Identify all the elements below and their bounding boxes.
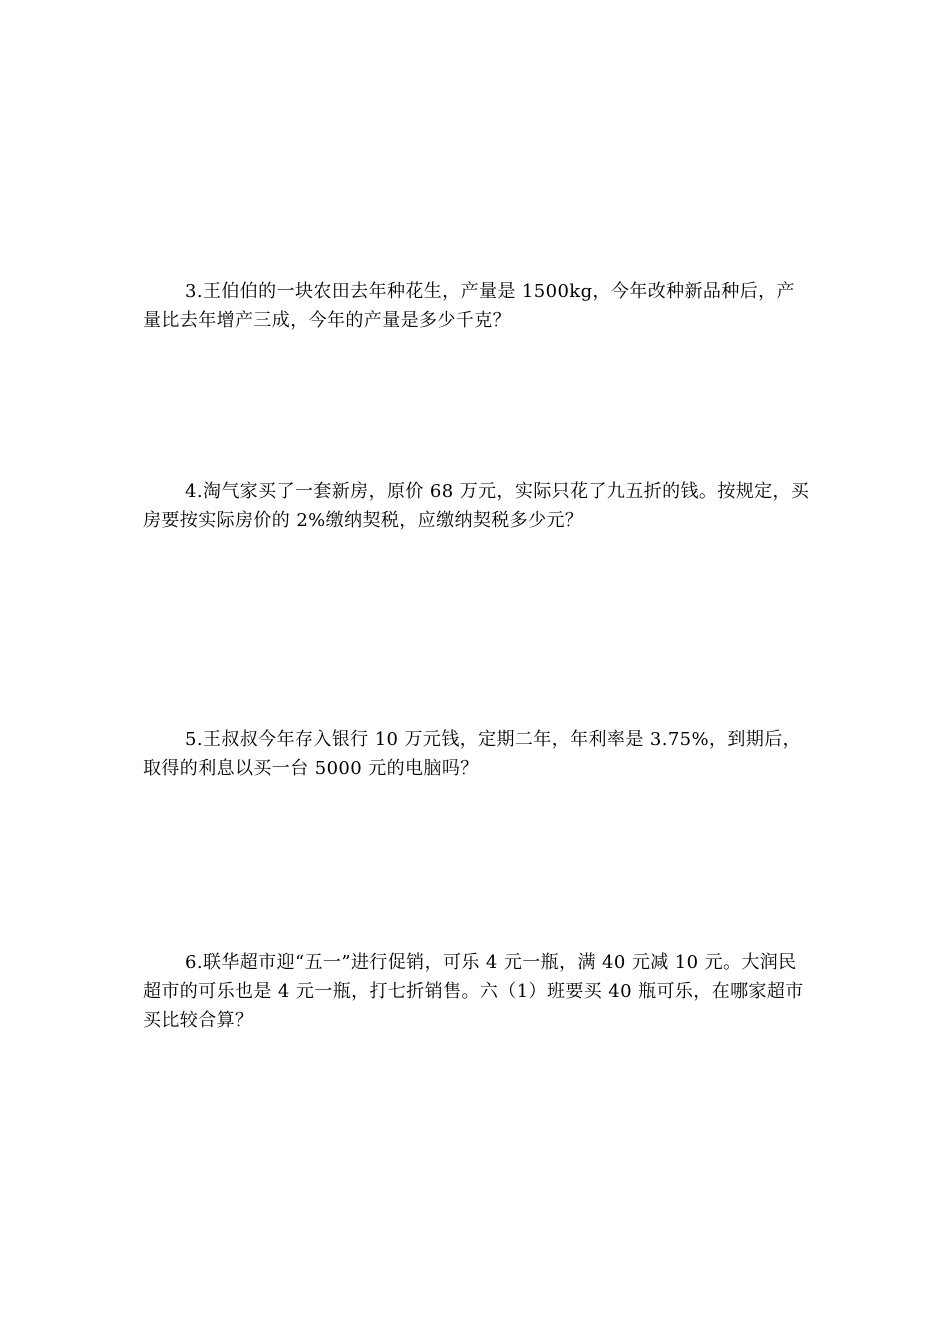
problem-4-text: 4.淘气家买了一套新房，原价 68 万元，实际只花了九五折的钱。按规定，买房要按实际房价的 2%缴纳契税，应缴纳契税多少元？ [143, 481, 810, 531]
problem-6 [143, 948, 813, 1035]
problem-6-text: 6.联华超市迎“五一”进行促销，可乐 4 元一瓶，满 40 元减 10 元。大润民超市的可乐也是 4 元一瓶，打七折销售。六（1）班要买 40 瓶可乐，在哪家超市买比较合算？ [143, 952, 804, 1031]
problem-5 [143, 725, 813, 783]
problem-4 [143, 477, 813, 535]
problem-3 [143, 277, 813, 335]
problem-5-text: 5.王叔叔今年存入银行 10 万元钱，定期二年，年利率是 3.75%，到期后，取得的利息以买一台 5000 元的电脑吗？ [143, 729, 802, 779]
problem-3-text: 3.王伯伯的一块农田去年种花生，产量是 1500kg，今年改种新品种后，产量比去年增产三成，今年的产量是多少千克？ [143, 281, 795, 331]
